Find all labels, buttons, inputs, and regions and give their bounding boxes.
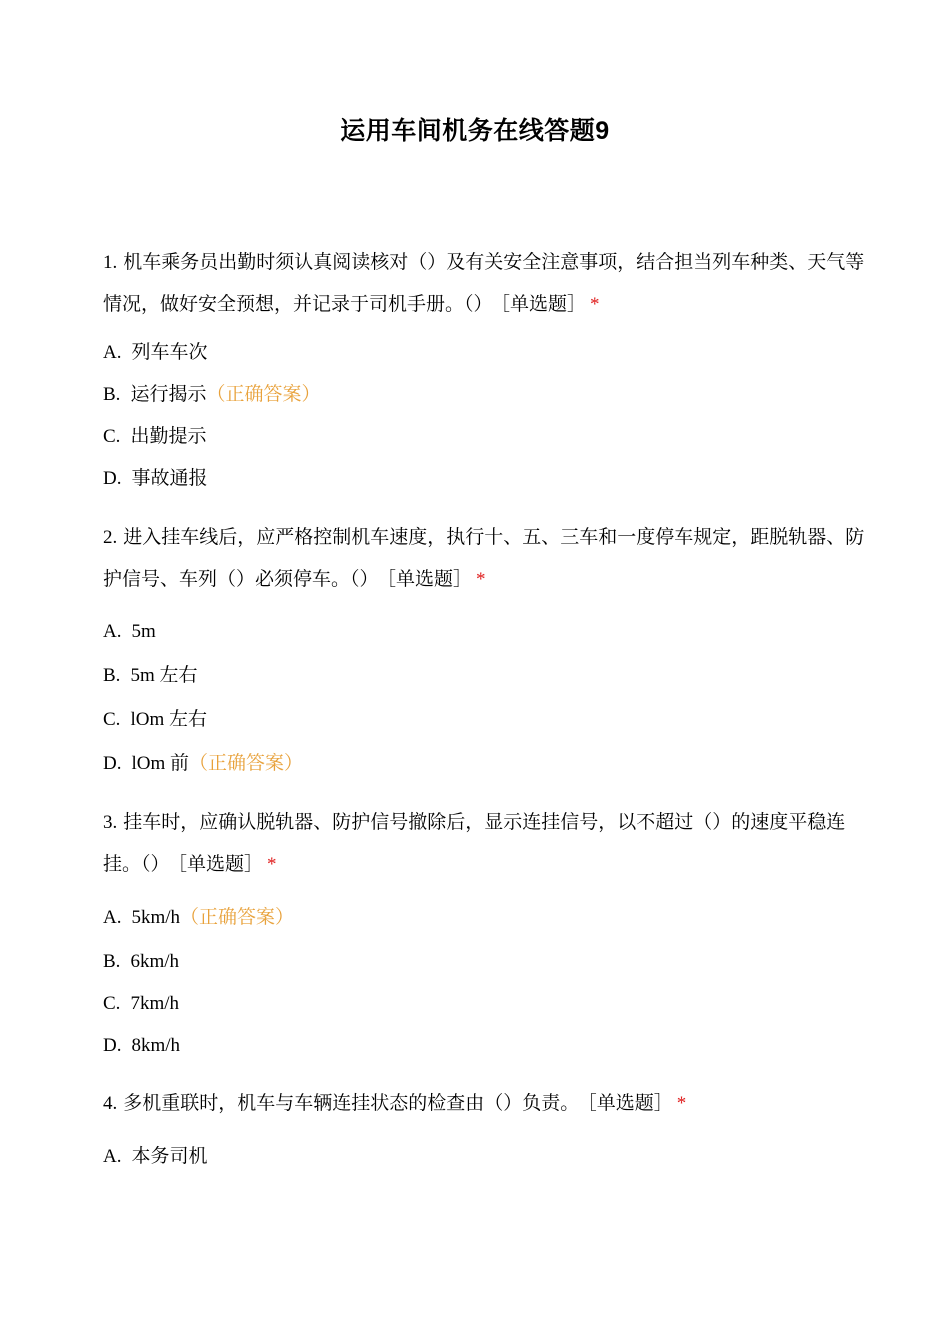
question-text: 多机重联时，机车与车辆连挂状态的检查由（）负责。 [123,1093,580,1114]
option-1c [103,422,206,452]
option-text: 7km/h [130,993,179,1014]
question-type: ［单选题］ [500,294,587,315]
option-letter: D. [103,468,122,489]
option-letter: A. [103,907,122,928]
option-letter: C. [103,993,121,1014]
option-3c [103,989,179,1019]
page-title: 运用车间机务在线答题9 [340,117,610,145]
option-3d [103,1031,180,1061]
option-2a [103,617,156,647]
option-text: 事故通报 [131,468,208,489]
option-letter: A. [103,1146,122,1167]
question-1 [103,242,873,326]
question-4 [103,1083,873,1125]
option-letter: B. [103,665,121,686]
option-text: 6km/h [130,951,179,972]
question-type: ［单选题］ [177,854,264,875]
option-2b [103,661,197,691]
question-number: 4. [103,1093,118,1114]
option-text: 5km/h [131,907,181,928]
option-1a [103,338,208,368]
question-type: ［单选题］ [386,569,473,590]
option-letter: D. [103,1035,122,1056]
option-2c [103,705,207,735]
option-letter: C. [103,709,121,730]
option-1b [103,380,320,410]
option-letter: D. [103,753,122,774]
option-letter: C. [103,426,121,447]
question-number: 1. [103,252,118,273]
required-mark: * [676,1093,687,1114]
option-letter: A. [103,621,122,642]
option-text: 列车车次 [131,342,208,363]
option-letter: B. [103,951,121,972]
question-3 [103,802,873,886]
option-3b [103,947,179,977]
option-2d [103,749,303,779]
option-text: lOm 左右 [130,709,207,730]
option-text: lOm 前 [131,753,190,774]
required-mark: * [267,854,277,875]
question-number: 2. [103,527,118,548]
option-text: 运行揭示 [130,384,207,405]
option-text: 出勤提示 [130,426,207,447]
correct-answer-label: （正确答案） [206,384,321,405]
option-text: 5m [131,621,156,642]
question-text: 进入挂车线后，应严格控制机车速度，执行十、五、三车和一度停车规定，距脱轨器、防护信号、车列（）必须停车。（） [103,527,865,590]
option-1d [103,464,208,494]
required-mark: * [590,294,600,315]
question-text: 挂车时，应确认脱轨器、防护信号撤除后，显示连挂信号，以不超过（）的速度平稳连挂。（） [103,812,846,875]
correct-answer-label: （正确答案） [189,753,304,774]
question-2 [103,517,873,601]
option-letter: B. [103,384,121,405]
correct-answer-label: （正确答案） [180,907,295,928]
option-text: 8km/h [131,1035,181,1056]
question-text: 机车乘务员出勤时须认真阅读核对（）及有关安全注意事项，结合担当列车种类、天气等情况，做好安全预想，并记录于司机手册。（） [103,252,865,315]
question-number: 3. [103,812,118,833]
question-type: ［单选题］ [587,1093,673,1114]
option-letter: A. [103,342,122,363]
required-mark: * [476,569,486,590]
option-3a [103,903,294,933]
option-text: 本务司机 [131,1146,208,1167]
option-text: 5m 左右 [130,665,198,686]
option-4a [103,1142,208,1172]
